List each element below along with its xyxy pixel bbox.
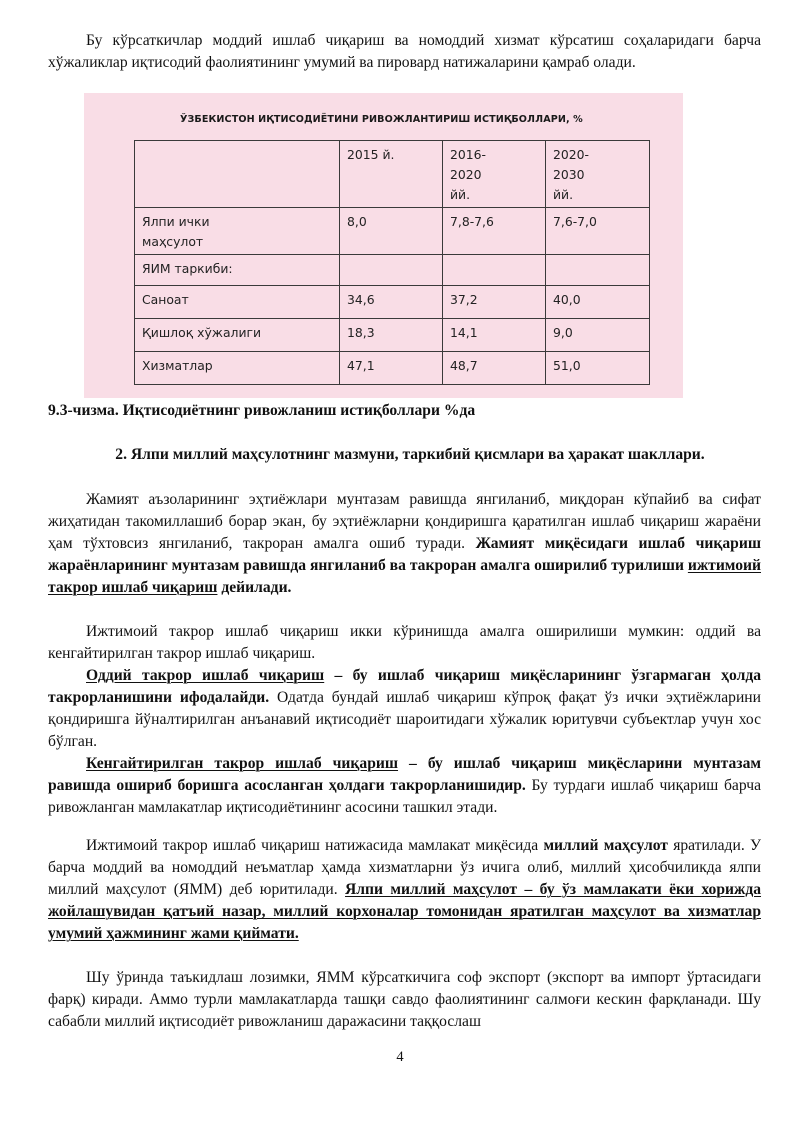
table-cell: 51,0 (546, 352, 650, 385)
figure-caption: 9.3-чизма. Иқтисодиётнинг ривожланиш истиқболлари %да (48, 402, 476, 419)
table-cell: Хизматлар (135, 352, 340, 385)
text: Ижтимоий такрор ишлаб чиқариш натижасида мамлакат миқёсида (86, 837, 544, 854)
table-cell: 2015 й. (340, 141, 443, 208)
table-cell: Қишлоқ хўжалиги (135, 319, 340, 352)
table-cell (546, 255, 650, 286)
term-simple-reproduction: Оддий такрор ишлаб чиқариш (86, 667, 325, 684)
prospects-table (134, 140, 650, 385)
bold-text: миллий маҳсулот (543, 837, 668, 854)
table-row (135, 208, 650, 255)
table-cell (135, 141, 340, 208)
table-cell: 18,3 (340, 319, 443, 352)
table-cell: ЯИМ таркиби: (135, 255, 340, 286)
paragraph-gnp-definition (48, 835, 761, 945)
text: Бу турдаги ишлаб чиқариш барча ривожланган мамлакатлар иқтисодиётининг асосини ташкил этади. (48, 777, 761, 816)
table-cell: 37,2 (443, 286, 546, 319)
term-social-reproduction: ижтимоий такрор ишлаб чиқариш (48, 557, 761, 596)
intro-paragraph: Бу кўрсаткичлар моддий ишлаб чиқариш ва номоддий хизмат кўрсатиш соҳаларидаги барча хўжаликлар иқтисодий фаолиятининг умумий ва пировард натижаларини қамраб олади. (48, 32, 761, 71)
table-header-row (135, 141, 650, 208)
table-cell: 9,0 (546, 319, 650, 352)
page-number: 4 (396, 1049, 404, 1065)
table-cell: 34,6 (340, 286, 443, 319)
paragraph-simple-reproduction (48, 665, 761, 753)
bold-text: – бу ишлаб чиқариш миқёсларининг ўзгармаган ҳолда такрорланишини ифодалайди. (48, 667, 762, 706)
term-gnp-definition: Ялпи миллий маҳсулот – бу ўз мамлакати ёки хорижда жойлашувидан қатъий назар, миллий корхоналар томонидан яратилган маҳсулот ва хизматлар умумий ҳажмининг жами қиймати. (48, 881, 762, 942)
table-cell: Саноат (135, 286, 340, 319)
paragraph-reproduction-definition (48, 489, 761, 599)
paragraph-extended-reproduction (48, 753, 761, 819)
text: Жамият аъзоларининг эҳтиёжлари мунтазам равишда янгиланиб, миқдоран кўпайиб ва сифат жиҳатидан такомиллашиб борар экан, бу эҳтиёжларни қондиришга қаратилган ишлаб чиқариш жараёни ҳам тўхтовсиз янгиланиб, такроран амалга ошиб туради. (48, 491, 761, 552)
bold-text: – бу ишлаб чиқариш миқёсларини мунтазам равишда ошириб боришга асосланган ҳолдаги такрорланишидир. (48, 755, 761, 794)
table-cell: Ялпи ички маҳсулот (135, 208, 340, 255)
table-cell: 8,0 (340, 208, 443, 255)
table-row (135, 255, 650, 286)
table-row (135, 286, 650, 319)
paragraph-two-forms: Ижтимоий такрор ишлаб чиқариш икки кўринишда амалга оширилиши мумкин: оддий ва кенгайтирилган такрор ишлаб чиқариш. (48, 623, 761, 662)
table-cell: 7,8-7,6 (443, 208, 546, 255)
figure-title: ЎЗБЕКИСТОН ИҚТИСОДИЁТИНИ РИВОЖЛАНТИРИШ ИСТИҚБОЛЛАРИ, % (180, 114, 583, 125)
figure-prospects (84, 93, 683, 398)
table-cell: 2016- 2020 йй. (443, 141, 546, 208)
bold-text: Жамият миқёсидаги ишлаб чиқариш жараёнларининг мунтазам равишда янгиланиб ва такроран амалга оширилиб турилиши (48, 535, 761, 574)
text: яратилади. У барча моддий ва номоддий неъматлар ҳамда хизматларни ўз ичига олиб, миллий ҳисобчиликда ялпи миллий маҳсулот (ЯММ) деб юритилади. (48, 837, 761, 898)
text: Одатда бундай ишлаб чиқариш кўпроқ фақат ўз ички эҳтиёжларини қондиришга йўналтирилган анъанавий иқтисодиёт шароитидаги хўжалик юритувчи субъектлар учун хос бўлган. (48, 689, 761, 750)
table-cell: 48,7 (443, 352, 546, 385)
table-cell: 47,1 (340, 352, 443, 385)
table-cell (340, 255, 443, 286)
section-heading: 2. Ялпи миллий маҳсулотнинг мазмуни, таркибий қисмлари ва ҳаракат шакллари. (115, 446, 705, 463)
table-row (135, 352, 650, 385)
term-extended-reproduction: Кенгайтирилган такрор ишлаб чиқариш (86, 755, 399, 772)
table-cell (443, 255, 546, 286)
table-cell: 40,0 (546, 286, 650, 319)
table-cell: 2020- 2030 йй. (546, 141, 650, 208)
paragraph-net-export: Шу ўринда таъкидлаш лозимки, ЯММ кўрсаткичига соф экспорт (экспорт ва импорт ўртасидаги фарқ) киради. Аммо турли мамлакатларда ташқи савдо фаолиятининг салмоғи кескин фарқланади. Шу сабабли миллий иқтисодиёт ривожланиш даражасини таққослаш (48, 969, 761, 1030)
table-row (135, 319, 650, 352)
bold-text: дейилади. (217, 579, 292, 596)
table-cell: 7,6-7,0 (546, 208, 650, 255)
table-cell: 14,1 (443, 319, 546, 352)
